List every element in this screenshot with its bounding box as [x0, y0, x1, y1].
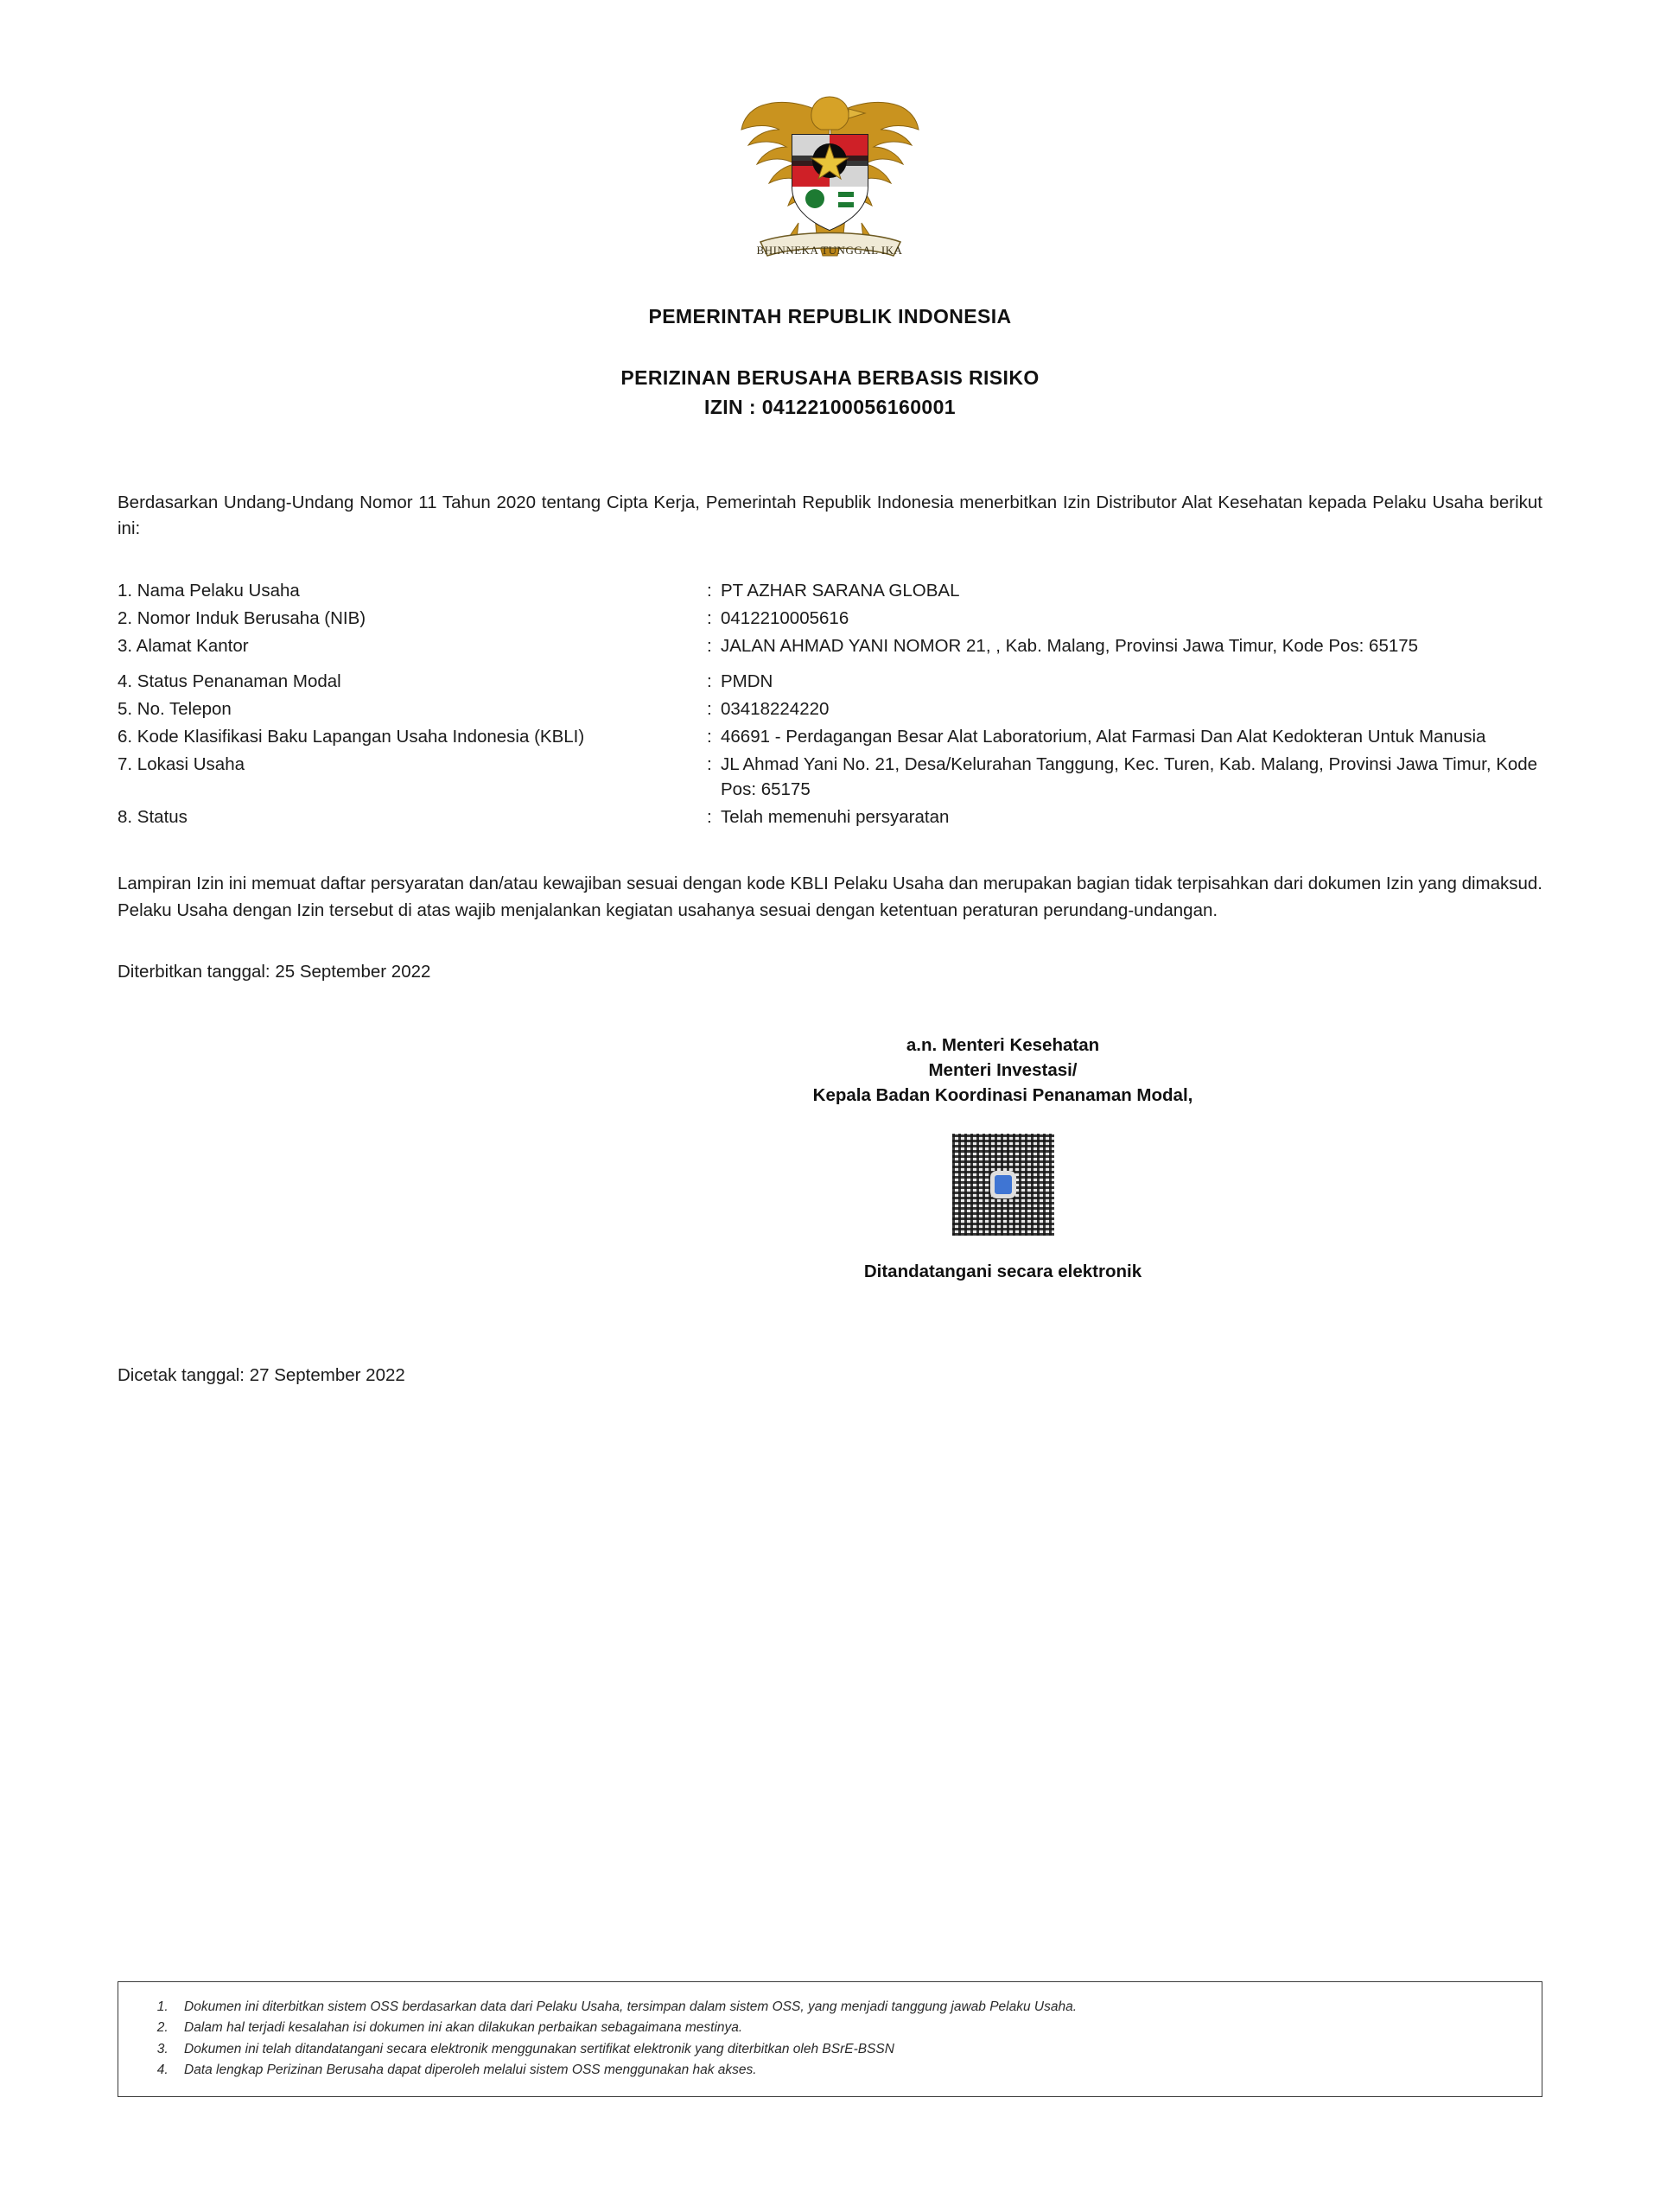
table-row: [118, 670, 1542, 697]
row-number: 8.: [118, 806, 137, 827]
row-label: Nama Pelaku Usaha: [137, 580, 300, 601]
table-row: [118, 725, 1542, 753]
row-separator: :: [707, 636, 712, 657]
government-title: PEMERINTAH REPUBLIK INDONESIA: [648, 305, 1012, 327]
svg-text:BHINNEKA TUNGGAL IKA: BHINNEKA TUNGGAL IKA: [756, 244, 903, 257]
closing-paragraph: Lampiran Izin ini memuat daftar persyaratan dan/atau kewajiban sesuai dengan kode KBLI Pelaku Usaha dan merupakan bagian tidak terpisahkan dari dokumen Izin yang dimaksud. Pelaku Usaha dengan Izin tersebut di atas wajib menjalankan kegiatan usahanya sesuai dengan ketentuan peraturan perundang-undangan.: [118, 874, 1542, 920]
row-number: 3.: [118, 636, 137, 657]
footnote-item: 3. Dokumen ini telah ditandatangani secara elektronik menggunakan sertifikat elektronik yang diterbitkan oleh BSrE-BSSN: [172, 2040, 1523, 2060]
row-value: 03418224220: [721, 698, 830, 719]
document-heading: [118, 305, 1542, 419]
row-separator: :: [707, 727, 712, 747]
qr-code-signature: [952, 1134, 1054, 1236]
footnote-item: 1. Dokumen ini diterbitkan sistem OSS berdasarkan data dari Pelaku Usaha, tersimpan dalam sistem OSS, yang menjadi tanggung jawab Pelaku Usaha.: [172, 1998, 1523, 2018]
table-row: [118, 607, 1542, 634]
garuda-pancasila-emblem: [724, 86, 936, 272]
document-title: PERIZINAN BERUSAHA BERBASIS RISIKO: [620, 366, 1040, 389]
table-row: [118, 753, 1542, 805]
row-number: 7.: [118, 754, 137, 775]
footnote-item: 2. Dalam hal terjadi kesalahan isi dokumen ini akan dilakukan perbaikan sebagaimana mestinya.: [172, 2018, 1523, 2038]
row-label: No. Telepon: [137, 698, 232, 719]
table-row: [118, 634, 1542, 669]
row-label: Nomor Induk Berusaha (NIB): [137, 607, 366, 628]
row-number: 6.: [118, 727, 137, 747]
row-separator: :: [707, 754, 712, 775]
emblem-container: [118, 0, 1542, 272]
footnote-box: [118, 1981, 1542, 2098]
row-number: 4.: [118, 671, 137, 691]
row-label: Status: [137, 806, 188, 827]
intro-paragraph: Berdasarkan Undang-Undang Nomor 11 Tahun 2020 tentang Cipta Kerja, Pemerintah Republik Indonesia menerbitkan Izin Distributor Alat Kesehatan kepada Pelaku Usaha berikut ini:: [118, 493, 1542, 539]
row-value: 0412210005616: [721, 607, 849, 628]
row-separator: :: [707, 607, 712, 628]
row-number: 2.: [118, 607, 137, 628]
signature-caption: Ditandatangani secara elektronik: [863, 1262, 1142, 1282]
row-value: JALAN AHMAD YANI NOMOR 21, , Kab. Malang, Provinsi Jawa Timur, Kode Pos: 65175: [721, 636, 1419, 657]
row-separator: :: [707, 580, 712, 601]
row-value: Telah memenuhi persyaratan: [721, 806, 950, 827]
row-separator: :: [707, 806, 712, 827]
row-label: Alamat Kantor: [136, 636, 249, 657]
row-value: PT AZHAR SARANA GLOBAL: [721, 580, 960, 601]
printed-date: Dicetak tanggal: 27 September 2022: [118, 1365, 405, 1386]
details-table: [118, 579, 1542, 834]
signature-block: [118, 1033, 1542, 1282]
row-number: 1.: [118, 580, 137, 601]
license-number: IZIN : 04122100056160001: [704, 396, 956, 418]
row-value: PMDN: [721, 671, 773, 691]
footnote-item: 4. Data lengkap Perizinan Berusaha dapat diperoleh melalui sistem OSS menggunakan hak akses.: [172, 2061, 1523, 2081]
row-separator: :: [707, 698, 712, 719]
table-row: [118, 579, 1542, 607]
issued-date: Diterbitkan tanggal: 25 September 2022: [118, 961, 431, 982]
row-label: Kode Klasifikasi Baku Lapangan Usaha Indonesia (KBLI): [137, 727, 585, 747]
row-separator: :: [707, 671, 712, 691]
table-row: [118, 805, 1542, 833]
row-label: Lokasi Usaha: [137, 754, 245, 775]
table-row: [118, 697, 1542, 725]
row-label: Status Penanaman Modal: [137, 671, 341, 691]
row-value: 46691 - Perdagangan Besar Alat Laboratorium, Alat Farmasi Dan Alat Kedokteran Untuk Manusia: [721, 727, 1486, 747]
signatory-line-2: Menteri Investasi/: [928, 1059, 1078, 1080]
signatory-line-3: Kepala Badan Koordinasi Penanaman Modal,: [812, 1085, 1193, 1106]
row-value: JL Ahmad Yani No. 21, Desa/Kelurahan Tanggung, Kec. Turen, Kab. Malang, Provinsi Jawa Timur, Kode Pos: 65175: [721, 754, 1538, 799]
row-number: 5.: [118, 698, 137, 719]
signatory-line-1: a.n. Menteri Kesehatan: [906, 1034, 1100, 1055]
